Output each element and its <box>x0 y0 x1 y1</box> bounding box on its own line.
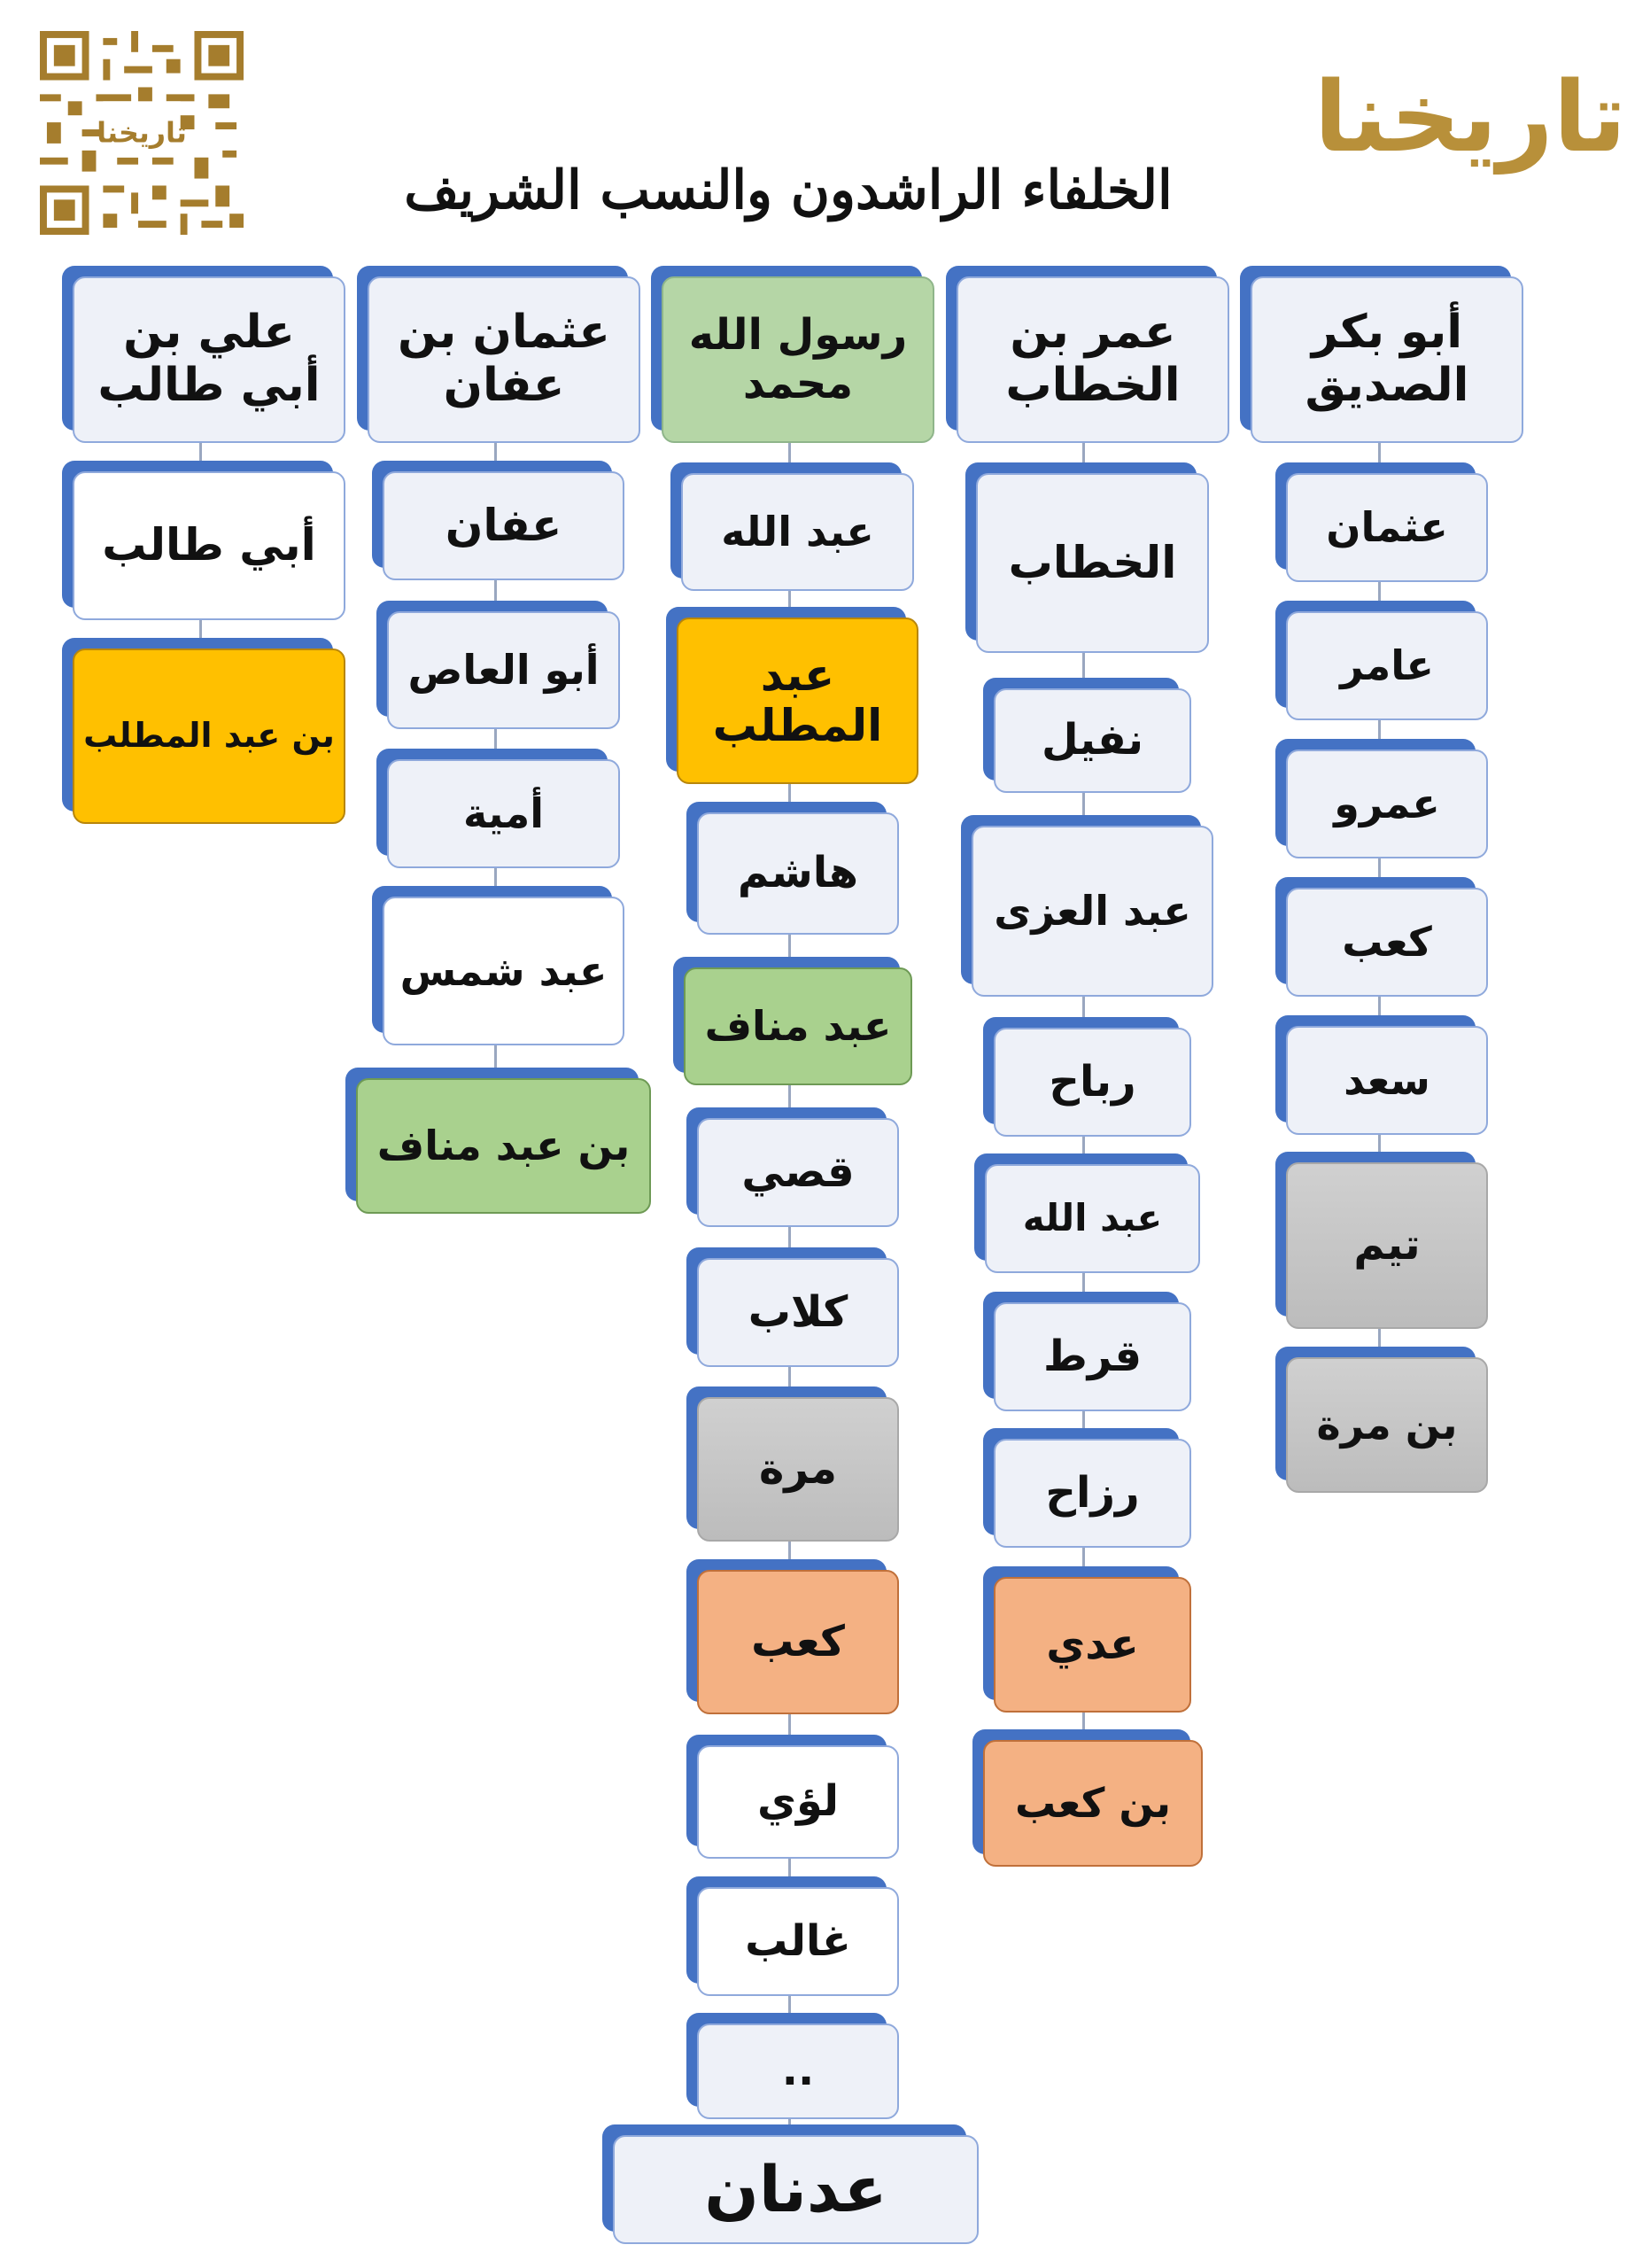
node-umar-9: بن كعب <box>972 1729 1203 1867</box>
svg-text:تاريخنا: تاريخنا <box>97 117 187 150</box>
node-uthman-4: عبد شمس <box>372 886 624 1045</box>
node-prophet-10: غالب <box>686 1876 899 1996</box>
node-ali-1: أبي طالب <box>62 461 345 620</box>
node-abubakr-head: أبو بكر الصديق <box>1240 266 1523 443</box>
node-umar-5: عبد الله <box>974 1153 1200 1273</box>
node-prophet-6: كلاب <box>686 1247 899 1367</box>
node-uthman-2: أبو العاص <box>376 601 620 729</box>
node-umar-4: رباح <box>983 1017 1191 1137</box>
site-logo-icon <box>1313 44 1627 177</box>
node-prophet-8: كعب <box>686 1559 899 1714</box>
node-prophet-1: عبد الله <box>670 462 914 591</box>
node-umar-1: الخطاب <box>965 462 1209 653</box>
node-abubakr-3: عمرو <box>1275 739 1488 858</box>
node-uthman-1: عفان <box>372 461 624 580</box>
node-prophet-4: عبد مناف <box>673 957 912 1085</box>
node-ali-2: بن عبد المطلب <box>62 638 345 824</box>
node-uthman-head: عثمان بن عفان <box>357 266 640 443</box>
node-abubakr-7: بن مرة <box>1275 1347 1488 1493</box>
node-ali-head: علي بن أبي طالب <box>62 266 345 443</box>
node-umar-2: نفيل <box>983 678 1191 793</box>
node-umar-7: رزاح <box>983 1428 1191 1548</box>
node-umar-3: عبد العزى <box>961 815 1213 997</box>
node-uthman-3: أمية <box>376 749 620 868</box>
node-umar-6: قرط <box>983 1292 1191 1411</box>
node-prophet-2: عبد المطلب <box>666 607 918 784</box>
node-abubakr-6: تيم <box>1275 1152 1488 1329</box>
qr-code-icon <box>40 31 244 235</box>
node-prophet-head: رسول الله محمد <box>651 266 934 443</box>
node-prophet-9: لؤي <box>686 1735 899 1859</box>
node-uthman-5: بن عبد مناف <box>345 1068 651 1214</box>
node-prophet-11: .. <box>686 2013 899 2119</box>
node-prophet-7: مرة <box>686 1386 899 1542</box>
node-prophet-root: عدنان <box>602 2124 979 2244</box>
node-abubakr-5: سعد <box>1275 1015 1488 1135</box>
node-prophet-5: قصي <box>686 1107 899 1227</box>
node-umar-8: عدي <box>983 1566 1191 1713</box>
svg-text:تاريخنا: تاريخنا <box>1313 60 1627 174</box>
node-abubakr-4: كعب <box>1275 877 1488 997</box>
page-title: الخلفاء الراشدون والنسب الشريف <box>404 159 1173 221</box>
node-abubakr-1: عثمان <box>1275 462 1488 582</box>
node-prophet-3: هاشم <box>686 802 899 935</box>
node-umar-head: عمر بن الخطاب <box>946 266 1229 443</box>
node-abubakr-2: عامر <box>1275 601 1488 720</box>
